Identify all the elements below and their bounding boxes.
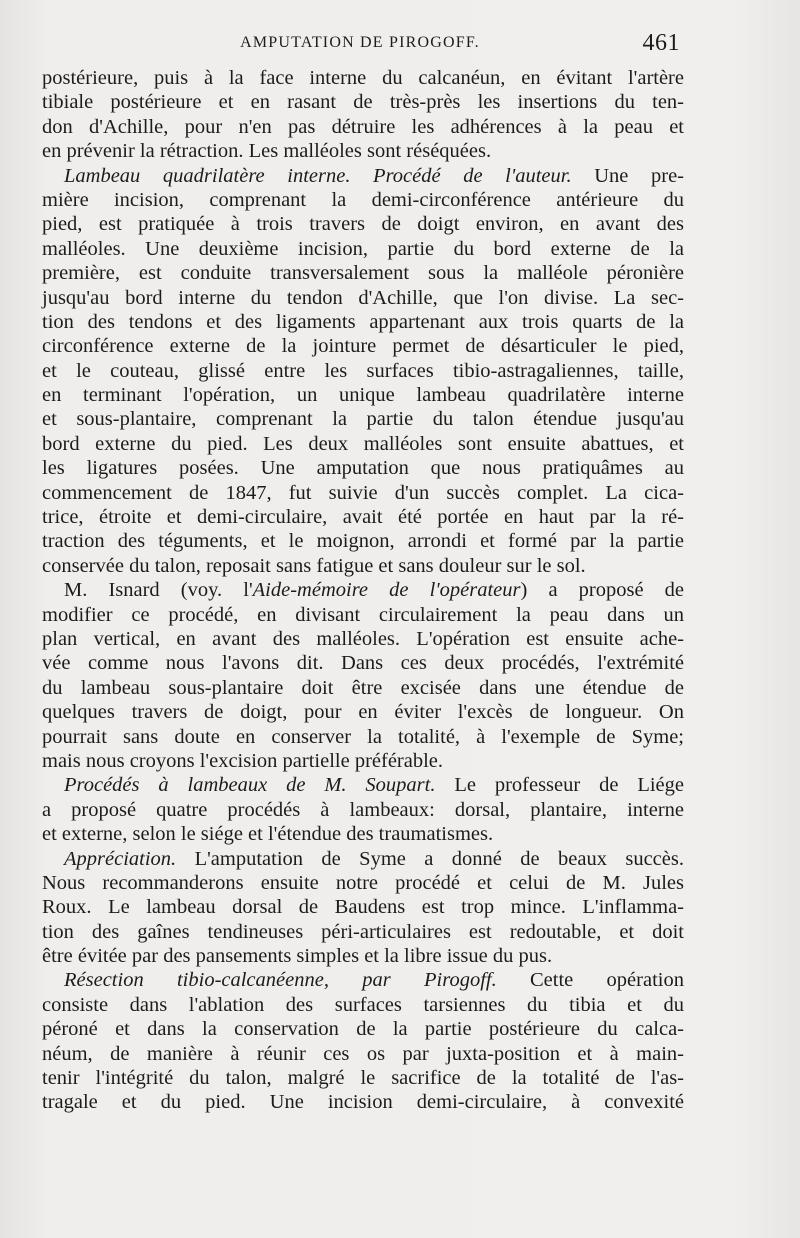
- text-line: et externe, selon le siége et l'étendue des traumatismes.: [42, 823, 494, 846]
- text-line: tragale et du pied. Une incision demi-circulaire, à convexité: [42, 1091, 684, 1114]
- text-line: péroné et dans la conservation de la partie postérieure du calca-: [42, 1018, 684, 1041]
- text-line: du lambeau sous-plantaire doit être excisée dans une étendue de: [42, 676, 684, 699]
- text-line: pied, est pratiquée à trois travers de doigt environ, en avant des: [42, 213, 684, 236]
- text-line: en prévenir la rétraction. Les malléoles sont réséquées.: [42, 140, 492, 163]
- text-line: tion des tendons et des ligaments appartenant aux trois quarts de la: [42, 310, 684, 333]
- section-heading: Procédés à lambeaux de M. Soupart.: [64, 774, 436, 797]
- text-line: première, est conduite transversalement sous la malléole péronière: [42, 262, 684, 285]
- text-run: Une pre-: [571, 164, 684, 187]
- body-text: [42, 66, 684, 1115]
- page-number: 461: [642, 30, 680, 56]
- text-line: pourrait sans doute en conserver la totalité, à l'exemple de Syme;: [42, 725, 684, 748]
- text-line: trice, étroite et demi-circulaire, avait été portée en haut par la ré-: [42, 506, 684, 529]
- text-line: plan vertical, en avant des malléoles. L'opération est ensuite ache-: [42, 627, 684, 650]
- text-line: circonférence externe de la jointure permet de désarticuler le pied,: [42, 335, 684, 358]
- text-line: commencement de 1847, fut suivie d'un succès complet. La cica-: [42, 481, 684, 504]
- text-line: malléoles. Une deuxième incision, partie du bord externe de la: [42, 237, 684, 260]
- text-line: tenir l'intégrité du talon, malgré le sacrifice de la totalité de l'as-: [42, 1067, 684, 1090]
- text-run: Cette opération: [496, 969, 684, 992]
- text-line: en terminant l'opération, un unique lambeau quadrilatère interne: [42, 384, 684, 407]
- text-line: Roux. Le lambeau dorsal de Baudens est trop mince. L'inflamma-: [42, 896, 684, 919]
- text-line: mière incision, comprenant la demi-circonférence antérieure du: [42, 188, 684, 211]
- text-line: les ligatures posées. Une amputation que nous pratiquâmes au: [42, 457, 684, 480]
- paragraph-soupart: [42, 773, 684, 797]
- text-line: et le couteau, glissé entre les surfaces tibio-astragaliennes, taille,: [42, 359, 684, 382]
- text-line: modifier ce procédé, en divisant circulairement la peau dans un: [42, 603, 684, 626]
- section-heading: Appréciation.: [64, 847, 177, 870]
- text-line: postérieure, puis à la face interne du calcanéun, en évitant l'artère: [42, 67, 684, 89]
- text-line: tibiale postérieure et en rasant de très-près les insertions du ten-: [42, 91, 684, 114]
- text-line: vée comme nous l'avons dit. Dans ces deux procédés, l'extrémité: [42, 652, 684, 675]
- section-heading: Lambeau quadrilatère interne. Procédé de l'auteur.: [64, 164, 572, 187]
- paragraph-appreciation: [42, 847, 684, 871]
- text-line: mais nous croyons l'excision partielle préférable.: [42, 749, 444, 772]
- text-line: et sous-plantaire, comprenant la partie du talon étendue jusqu'au: [42, 408, 684, 431]
- text-line: néum, de manière à réunir ces os par juxta-position et à main-: [42, 1042, 684, 1065]
- text-line: jusqu'au bord interne du tendon d'Achille, que l'on divise. La sec-: [42, 286, 684, 309]
- text-run: M. Isnard (voy. l': [64, 579, 253, 602]
- paragraph-lambeau-quadrilatere: [42, 164, 684, 188]
- text-run: Le professeur de Liége: [435, 774, 684, 797]
- text-line: conservée du talon, reposait sans fatigue et sans douleur sur le sol.: [42, 554, 586, 577]
- text-line: traction des téguments, et le moignon, arrondi et formé par la partie: [42, 530, 684, 553]
- paragraph-resection: [42, 968, 684, 992]
- page-header: [40, 30, 680, 64]
- text-line: bord externe du pied. Les deux malléoles sont ensuite abattues, et: [42, 432, 684, 455]
- text-line: être évitée par des pansements simples et la libre issue du pus.: [42, 945, 553, 968]
- paragraph-isnard: [42, 578, 684, 602]
- section-heading: Résection tibio-calcanéenne, par Pirogoff.: [64, 969, 497, 992]
- text-line: consiste dans l'ablation des surfaces tarsiennes du tibia et du: [42, 993, 684, 1016]
- book-title: Aide-mémoire de l'opérateur: [252, 579, 521, 602]
- text-run: ) a proposé de: [520, 579, 685, 602]
- text-line: don d'Achille, pour n'en pas détruire les adhérences à la peau et: [42, 115, 684, 138]
- text-line: tion des gaînes tendineuses péri-articulaires est redoutable, et doit: [42, 920, 684, 943]
- text-line: a proposé quatre procédés à lambeaux: dorsal, plantaire, interne: [42, 798, 684, 821]
- running-title: AMPUTATION DE PIROGOFF.: [240, 34, 480, 51]
- text-run: L'amputation de Syme a donné de beaux succès.: [176, 847, 684, 870]
- text-line: Nous recommanderons ensuite notre procédé et celui de M. Jules: [42, 871, 684, 894]
- text-line: quelques travers de doigt, pour en éviter l'excès de longueur. On: [42, 701, 684, 724]
